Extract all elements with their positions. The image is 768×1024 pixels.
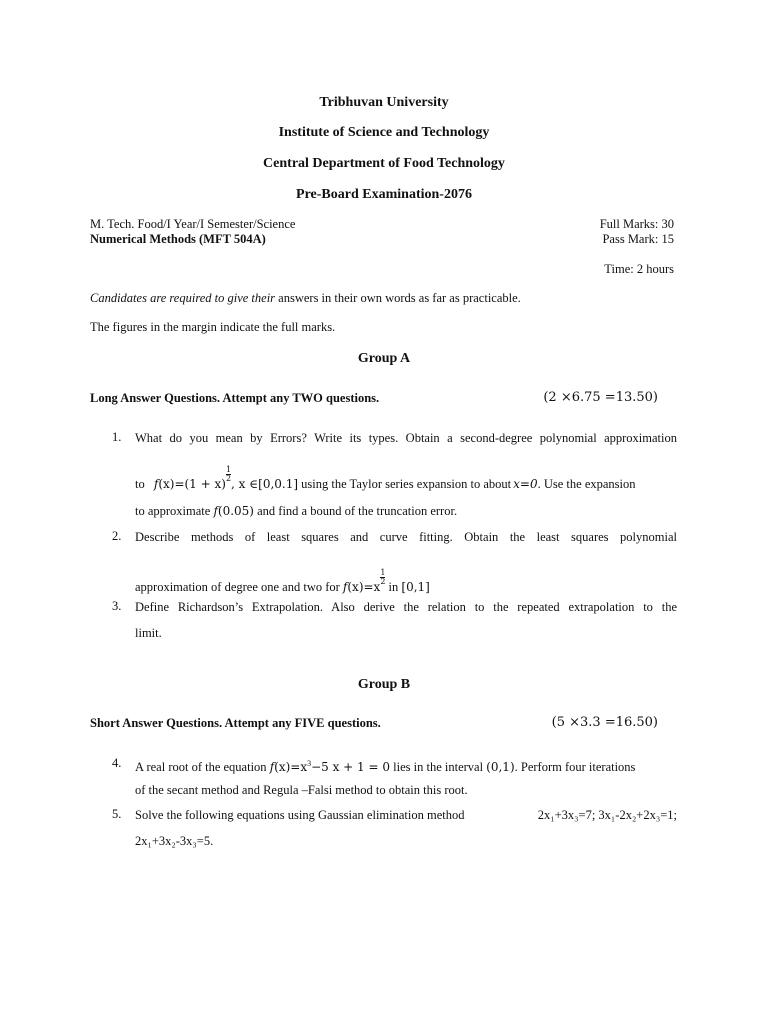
- question-number: 5.: [112, 807, 122, 821]
- exam-title: Pre-Board Examination-2076: [296, 187, 472, 202]
- question-2-line-2: approximation of degree one and two for f(x)=x $^{\frac{1}{2}}$ in [0,1]: [135, 568, 430, 594]
- question-number: 1.: [112, 430, 122, 444]
- program-info: M. Tech. Food/I Year/I Semester/Science: [90, 217, 296, 231]
- question-1-line-2: to f(x)=(1 + x) $^{\frac{1}{2}}$ , x ∈[0,0.1] using the Taylor series expansion to about x=0. Use the expansion: [135, 465, 636, 491]
- instruction-line-2: The figures in the margin indicate the full marks.: [90, 320, 336, 334]
- pass-mark: Pass Mark: 15: [602, 232, 674, 246]
- question-5-equations-part-2: 2x₁+3x₂-3x₃=5.: [135, 834, 214, 848]
- group-a-marks: (2 ×6.75 =13.50): [543, 390, 658, 405]
- question-5-line-1: Solve the following equations using Gaussian elimination method 2x₁+3x₃=7; 3x₁-2x₂+2x₃=1;: [135, 808, 677, 822]
- question-4-line-2: of the secant method and Regula –Falsi method to obtain this root.: [135, 783, 468, 797]
- group-a-title: Group A: [357, 351, 411, 366]
- group-b-title: Group B: [357, 677, 411, 692]
- question-5-equations-part-1: 2x₁+3x₃=7; 3x₁-2x₂+2x₃=1;: [537, 808, 677, 822]
- question-3-line-1: Define Richardson’s Extrapolation. Also derive the relation to the repeated extrapolation to the: [135, 600, 677, 614]
- question-1-line-3: to approximate f(0.05) and find a bound of the truncation error.: [135, 504, 458, 518]
- subject-info: Numerical Methods (MFT 504A): [90, 232, 266, 246]
- question-number: 2.: [112, 529, 122, 543]
- question-2-line-1: Describe methods of least squares and curve fitting. Obtain the least squares polynomial: [135, 530, 677, 544]
- exam-time: Time: 2 hours: [604, 262, 674, 276]
- question-3-line-2: limit.: [135, 626, 162, 640]
- group-b-instruction: Short Answer Questions. Attempt any FIVE questions.: [90, 716, 381, 730]
- full-marks: Full Marks: 30: [599, 217, 674, 231]
- question-number: 4.: [112, 756, 122, 770]
- group-a-instruction: Long Answer Questions. Attempt any TWO questions.: [90, 391, 380, 405]
- question-number: 3.: [112, 599, 122, 613]
- institute-title: Institute of Science and Technology: [278, 125, 490, 140]
- department-title: Central Department of Food Technology: [263, 156, 505, 171]
- question-4-line-1: A real root of the equation $f(x)=x^3-5$ x + 1 = 0 lies in the interval (0,1). Perform four iterations: [135, 759, 636, 775]
- group-b-marks: (5 ×3.3 =16.50): [551, 715, 658, 730]
- instruction-line-1: Candidates are required to give their answers in their own words as far as practicable.: [90, 291, 521, 305]
- university-title: Tribhuvan University: [319, 95, 449, 110]
- question-1-line-1: What do you mean by Errors? Write its types. Obtain a second-degree polynomial approximation: [135, 431, 677, 445]
